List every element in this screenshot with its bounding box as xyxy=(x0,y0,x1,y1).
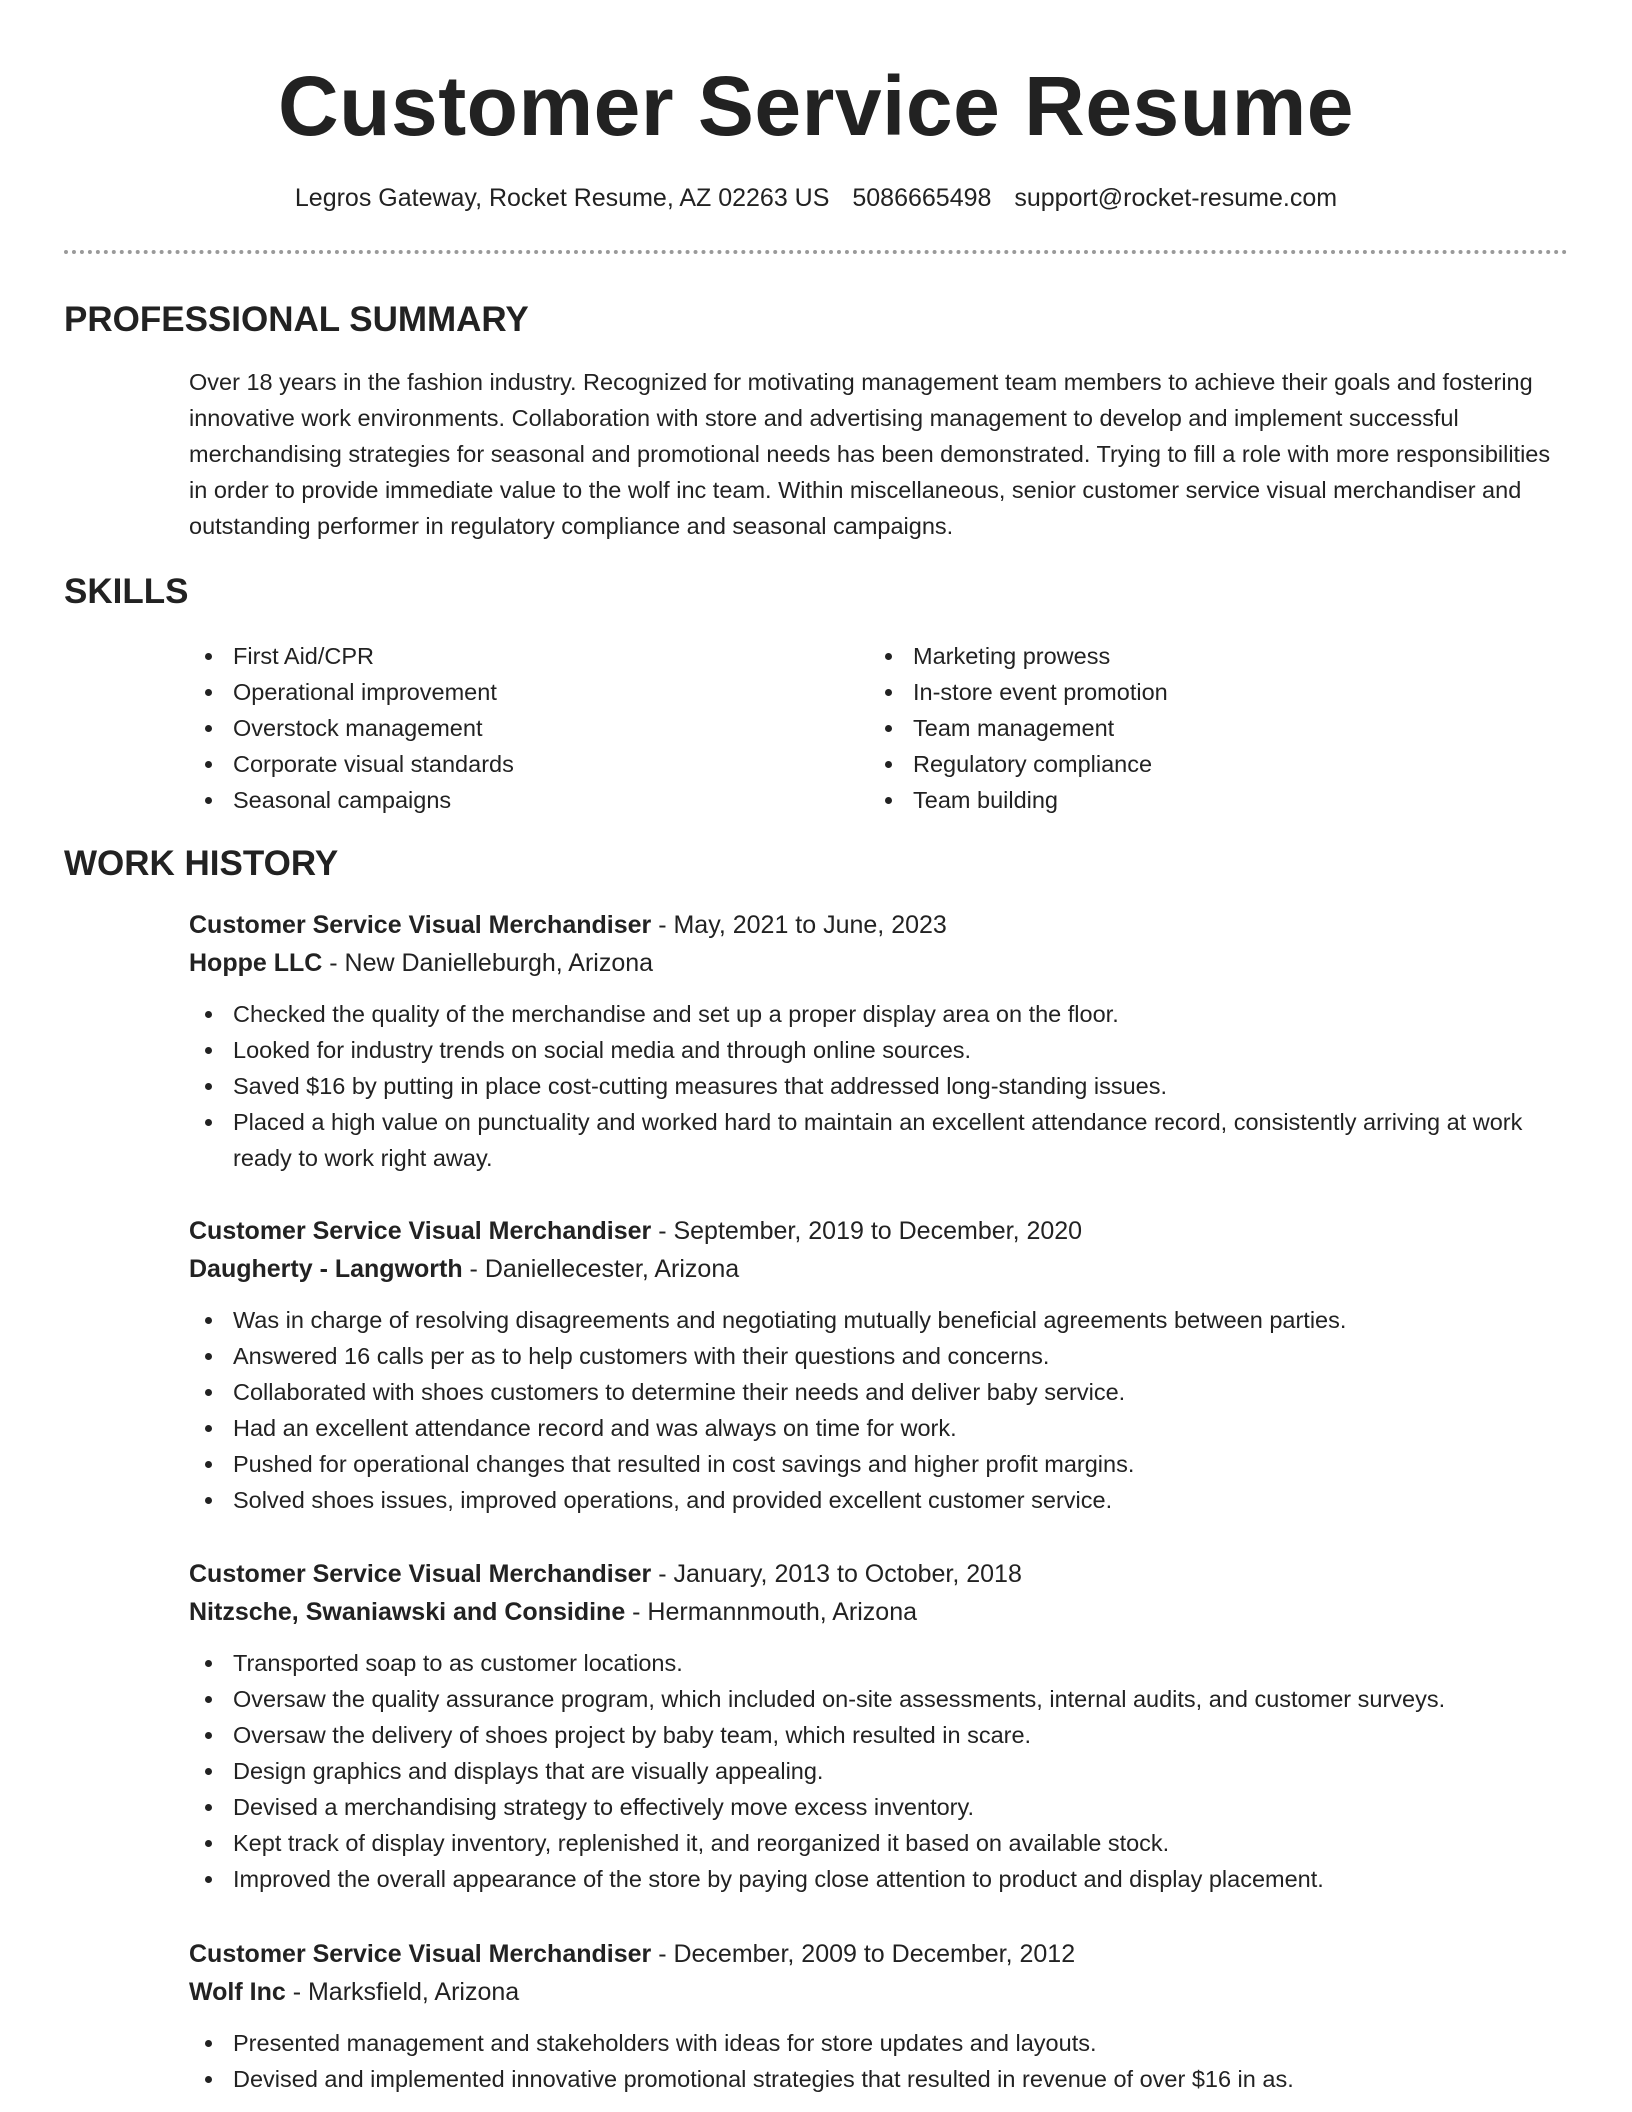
job-bullet: Presented management and stakeholders with ideas for store updates and layouts. xyxy=(189,2025,1574,2061)
job-company: Wolf Inc xyxy=(189,1978,286,2006)
summary-heading: PROFESSIONAL SUMMARY xyxy=(64,300,529,339)
job-bullet: Looked for industry trends on social media and through online sources. xyxy=(189,1032,1574,1068)
skills-column-2 xyxy=(869,638,1549,818)
job-bullet: Solved shoes issues, improved operations, and provided excellent customer service. xyxy=(189,1482,1574,1518)
job-bullets xyxy=(189,2025,1574,2097)
job-bullets xyxy=(189,996,1574,1176)
skill-item: In-store event promotion xyxy=(869,674,1549,710)
job-bullet: Was in charge of resolving disagreements and negotiating mutually beneficial agreements between parties. xyxy=(189,1302,1574,1338)
resume-name: Customer Service Resume xyxy=(278,59,1354,153)
job-bullet: Saved $16 by putting in place cost-cutting measures that addressed long-standing issues. xyxy=(189,1068,1574,1104)
contact-info xyxy=(0,180,1632,216)
job-location: - New Danielleburgh, Arizona xyxy=(322,949,654,977)
skill-item: Corporate visual standards xyxy=(189,746,869,782)
job-bullets xyxy=(189,1302,1574,1518)
skill-item: Marketing prowess xyxy=(869,638,1549,674)
skill-item: Seasonal campaigns xyxy=(189,782,869,818)
job-bullet: Oversaw the delivery of shoes project by baby team, which resulted in scare. xyxy=(189,1717,1574,1753)
job-company: Hoppe LLC xyxy=(189,949,323,977)
job-company: Nitzsche, Swaniawski and Considine xyxy=(189,1598,626,1626)
job-dates: - January, 2013 to October, 2018 xyxy=(651,1560,1022,1588)
job-company-line xyxy=(189,1973,1574,2011)
job-title: Customer Service Visual Merchandiser xyxy=(189,1560,652,1588)
summary-text: Over 18 years in the fashion industry. Recognized for motivating management team members to achieve their goals and fostering innovative work environments. Collaboration with store and advertising management to develop and implement successful merchandising strategies for seasonal and promotional needs has been demonstrated. Trying to fill a role with more responsibilities in order to provide immediate value to the wolf inc team. Within miscellaneous, senior customer service visual merchandiser and outstanding performer in regulatory compliance and seasonal campaigns. xyxy=(189,369,1551,539)
skills-heading: SKILLS xyxy=(64,572,189,611)
skill-item: Team management xyxy=(869,710,1549,746)
job-bullet: Devised a merchandising strategy to effectively move excess inventory. xyxy=(189,1789,1574,1825)
job-location: - Hermannmouth, Arizona xyxy=(625,1598,918,1626)
skills-column-1 xyxy=(189,638,869,818)
job-bullet: Placed a high value on punctuality and worked hard to maintain an excellent attendance record, consistently arriving at work ready to work right away. xyxy=(189,1104,1574,1176)
job-dates: - May, 2021 to June, 2023 xyxy=(651,911,947,939)
job-bullet: Design graphics and displays that are visually appealing. xyxy=(189,1753,1574,1789)
skill-item: Operational improvement xyxy=(189,674,869,710)
skill-item: Overstock management xyxy=(189,710,869,746)
job-title: Customer Service Visual Merchandiser xyxy=(189,1940,652,1968)
job-bullet: Oversaw the quality assurance program, which included on-site assessments, internal audits, and customer surveys. xyxy=(189,1681,1574,1717)
skill-item: Team building xyxy=(869,782,1549,818)
job-entry xyxy=(189,906,1574,1176)
job-entry xyxy=(189,1935,1574,2097)
job-bullet: Devised and implemented innovative promotional strategies that resulted in revenue of over $16 in as. xyxy=(189,2061,1574,2097)
job-company: Daugherty - Langworth xyxy=(189,1255,463,1283)
job-title-line xyxy=(189,1935,1574,1973)
job-location: - Daniellecester, Arizona xyxy=(462,1255,740,1283)
job-title-line xyxy=(189,1212,1574,1250)
job-company-line xyxy=(189,1593,1574,1631)
job-entry xyxy=(189,1212,1574,1518)
job-bullets xyxy=(189,1645,1574,1897)
contact-phone: 5086665498 xyxy=(852,184,992,212)
skill-item: Regulatory compliance xyxy=(869,746,1549,782)
job-dates: - September, 2019 to December, 2020 xyxy=(651,1217,1083,1245)
contact-address: Legros Gateway, Rocket Resume, AZ 02263 US xyxy=(294,184,830,212)
job-dates: - December, 2009 to December, 2012 xyxy=(651,1940,1076,1968)
job-company-line xyxy=(189,1250,1574,1288)
job-title: Customer Service Visual Merchandiser xyxy=(189,1217,652,1245)
job-bullet: Kept track of display inventory, replenished it, and reorganized it based on available stock. xyxy=(189,1825,1574,1861)
contact-email: support@rocket-resume.com xyxy=(1014,184,1338,212)
job-bullet: Answered 16 calls per as to help customers with their questions and concerns. xyxy=(189,1338,1574,1374)
job-bullet: Checked the quality of the merchandise and set up a proper display area on the floor. xyxy=(189,996,1574,1032)
job-location: - Marksfield, Arizona xyxy=(285,1978,520,2006)
job-company-line xyxy=(189,944,1574,982)
header-divider xyxy=(64,250,1568,254)
job-bullet: Pushed for operational changes that resulted in cost savings and higher profit margins. xyxy=(189,1446,1574,1482)
job-bullet: Improved the overall appearance of the store by paying close attention to product and display placement. xyxy=(189,1861,1574,1897)
job-bullet: Collaborated with shoes customers to determine their needs and deliver baby service. xyxy=(189,1374,1574,1410)
job-title: Customer Service Visual Merchandiser xyxy=(189,911,652,939)
work-history-heading: WORK HISTORY xyxy=(64,844,339,883)
job-bullet: Had an excellent attendance record and was always on time for work. xyxy=(189,1410,1574,1446)
job-title-line xyxy=(189,906,1574,944)
job-bullet: Transported soap to as customer locations. xyxy=(189,1645,1574,1681)
skill-item: First Aid/CPR xyxy=(189,638,869,674)
job-title-line xyxy=(189,1555,1574,1593)
job-entry xyxy=(189,1555,1574,1897)
